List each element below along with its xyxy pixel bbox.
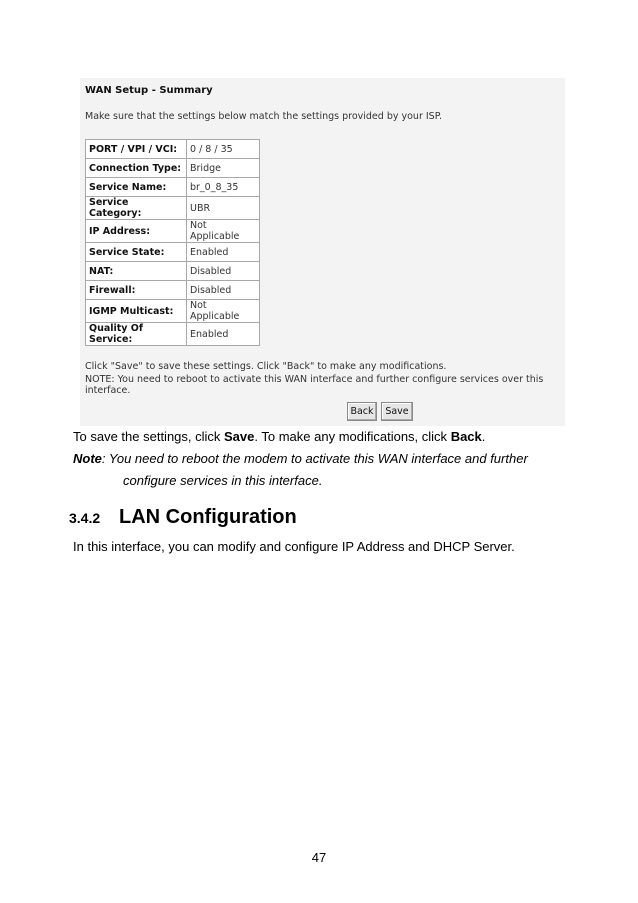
section-number: 3.4.2 [69, 510, 101, 526]
table-row [86, 323, 260, 346]
page-number: 47 [311, 850, 327, 865]
row-value: Not Applicable [187, 220, 260, 243]
instruction-back-word: Back [450, 429, 482, 444]
wan-summary-intro: Make sure that the settings below match the settings provided by your ISP. [85, 111, 442, 122]
table-row [86, 243, 260, 262]
save-instruction [73, 429, 485, 444]
row-label: Quality Of Service: [86, 323, 187, 346]
table-row [86, 159, 260, 178]
row-label: Service Category: [86, 197, 187, 220]
table-row [86, 140, 260, 159]
row-value: Disabled [187, 262, 260, 281]
row-label: IGMP Multicast: [86, 300, 187, 323]
save-button[interactable]: Save [381, 402, 413, 421]
instruction-pre: To save the settings, click [73, 429, 225, 444]
table-row [86, 262, 260, 281]
table-row [86, 281, 260, 300]
row-label: Firewall: [86, 281, 187, 300]
row-label: IP Address: [86, 220, 187, 243]
row-label: Connection Type: [86, 159, 187, 178]
row-value: UBR [187, 197, 260, 220]
row-value: Bridge [187, 159, 260, 178]
table-row [86, 220, 260, 243]
reboot-note: NOTE: You need to reboot to activate this WAN interface and further configure services over this interface. [85, 374, 544, 396]
row-value: Disabled [187, 281, 260, 300]
back-button[interactable]: Back [347, 402, 377, 421]
wan-summary-title: WAN Setup - Summary [85, 85, 213, 96]
note-line2: configure services in this interface. [123, 473, 323, 488]
section-heading [69, 506, 297, 529]
section-intro: In this interface, you can modify and configure IP Address and DHCP Server. [73, 539, 515, 554]
row-value: Enabled [187, 323, 260, 346]
wan-summary-table [85, 139, 260, 346]
instruction-end: . [481, 429, 486, 444]
note-label: Note [73, 451, 102, 466]
row-value: br_0_8_35 [187, 178, 260, 197]
table-row [86, 178, 260, 197]
row-label: Service State: [86, 243, 187, 262]
row-value: Enabled [187, 243, 260, 262]
row-value: 0 / 8 / 35 [187, 140, 260, 159]
section-title: LAN Configuration [119, 506, 297, 528]
row-label: PORT / VPI / VCI: [86, 140, 187, 159]
note-paragraph [73, 451, 579, 466]
note-line1: : You need to reboot the modem to activate this WAN interface and further [101, 451, 528, 466]
instruction-mid: . To make any modifications, click [254, 429, 451, 444]
save-back-hint: Click "Save" to save these settings. Click "Back" to make any modifications. [85, 361, 447, 372]
row-label: Service Name: [86, 178, 187, 197]
row-label: NAT: [86, 262, 187, 281]
row-value: Not Applicable [187, 300, 260, 323]
table-row [86, 197, 260, 220]
table-row [86, 300, 260, 323]
wan-setup-summary-screenshot [80, 78, 565, 426]
instruction-save-word: Save [224, 429, 255, 444]
